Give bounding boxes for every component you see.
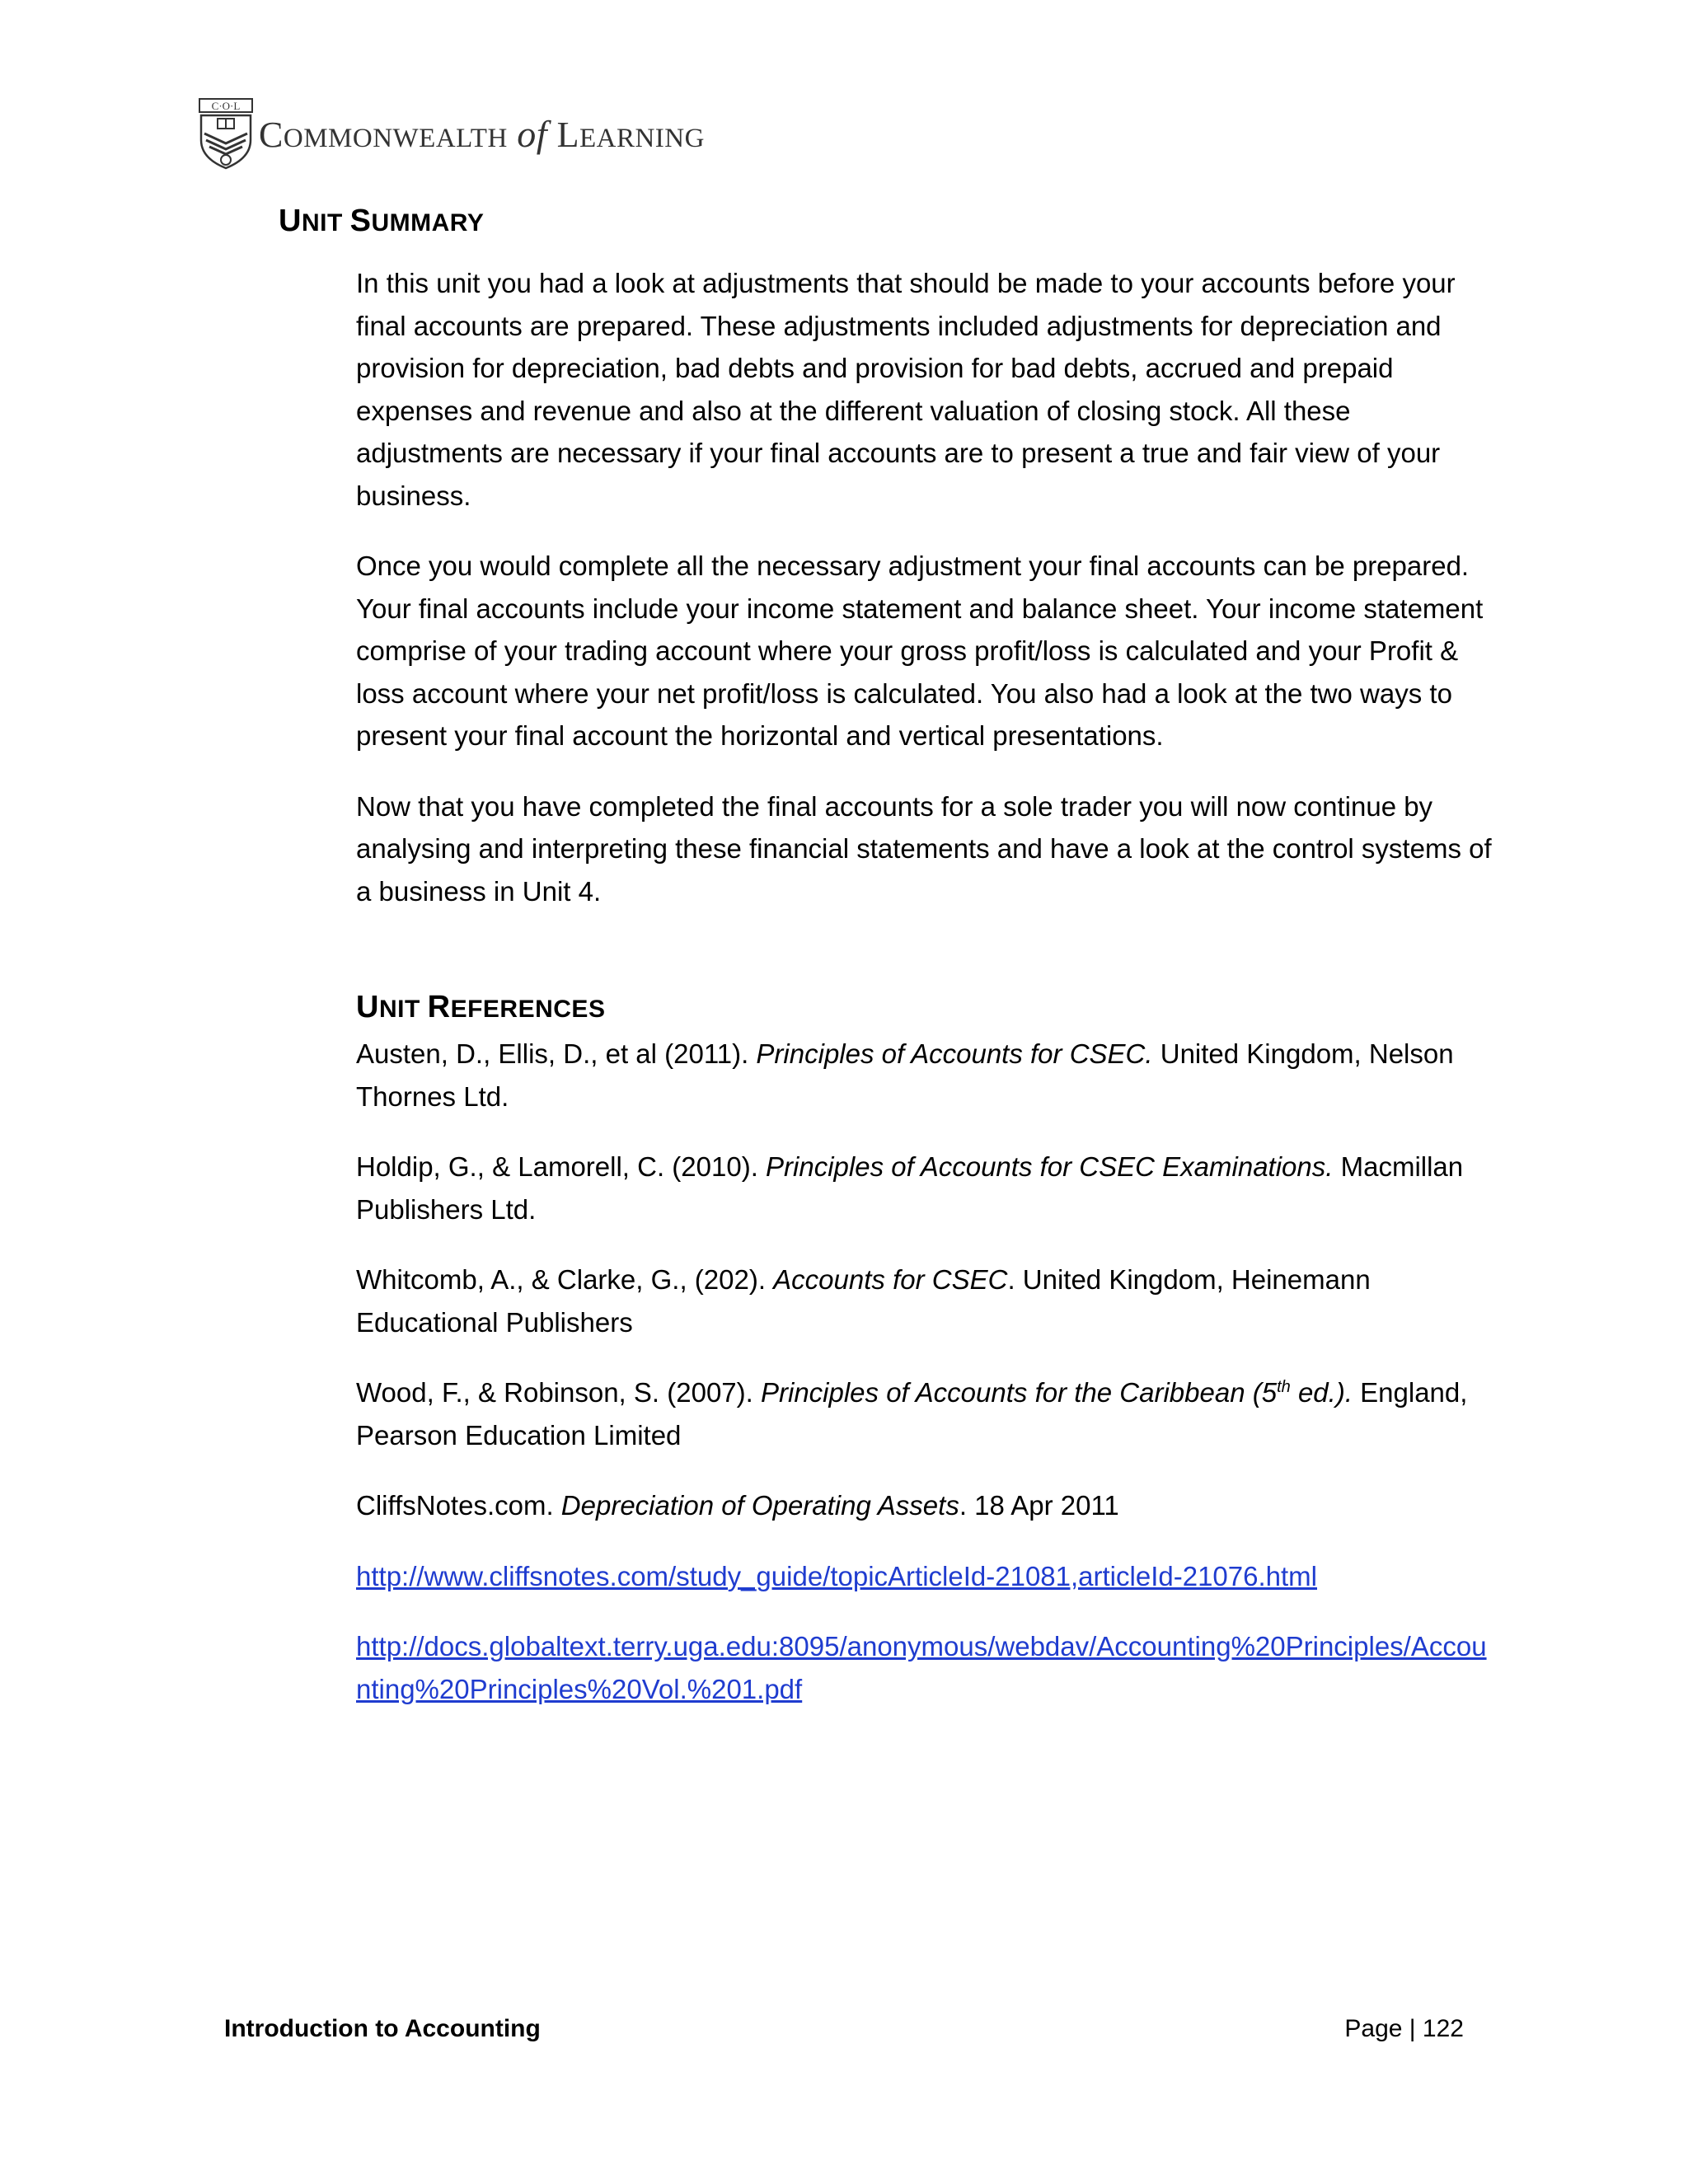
footer-title: Introduction to Accounting [224, 2015, 541, 2042]
reference-link-item [356, 1555, 1493, 1598]
reference-item: Austen, D., Ellis, D., et al (2011). Principles of Accounts for CSEC. United Kingdom, Nelson Thornes Ltd. [356, 1038, 1454, 1112]
unit-summary-body [356, 262, 1493, 940]
cliffsnotes-link[interactable]: http://www.cliffsnotes.com/study_guide/topicArticleId-21081,articleId-21076.html [356, 1560, 1317, 1591]
reference-item: Holdip, G., & Lamorell, C. (2010). Principles of Accounts for CSEC Examinations. Macmillan Publishers Ltd. [356, 1151, 1464, 1225]
reference-item: Whitcomb, A., & Clarke, G., (202). Accounts for CSEC. United Kingdom, Heinemann Educational Publishers [356, 1264, 1371, 1338]
logo-badge-text: C·O·L [211, 100, 241, 112]
summary-paragraph: Once you would complete all the necessary adjustment your final accounts can be prepared. Your final accounts include your income statement and balance sheet. Your income statement comprise of your trading account where your gross profit/loss is calculated and your Profit & loss account where your net profit/loss is calculated. You also had a look at the two ways to present your final account the horizontal and vertical presentations. [356, 551, 1484, 751]
summary-paragraph: In this unit you had a look at adjustments that should be made to your accounts before your final accounts are prepared. These adjustments included adjustments for depreciation and provision for depreciation, bad debts and provision for bad debts, accrued and prepaid expenses and revenue and also at the different valuation of closing stock. All these adjustments are necessary if your final accounts are to present a true and fair view of your business. [356, 268, 1456, 511]
page-number: Page | 122 [1344, 2015, 1464, 2042]
reference-item: Wood, F., & Robinson, S. (2007). Principles of Accounts for the Caribbean (5th ed.). England, Pearson Education Limited [356, 1377, 1468, 1451]
unit-summary-heading: UNIT SUMMARY [279, 204, 485, 238]
reference-link-item [356, 1625, 1493, 1710]
unit-references-body [356, 1033, 1493, 1738]
reference-item: CliffsNotes.com. Depreciation of Operating Assets. 18 Apr 2011 [356, 1490, 1119, 1521]
commonwealth-of-learning-logo [198, 97, 705, 170]
summary-paragraph: Now that you have completed the final accounts for a sole trader you will now continue by analysing and interpreting these financial statements and have a look at the control systems of a business in Unit 4. [356, 790, 1492, 907]
col-crest-icon [198, 97, 254, 170]
globaltext-link[interactable]: http://docs.globaltext.terry.uga.edu:8095/anonymous/webdav/Accounting%20Principles/Accounting%20Principles%20Vol.%201.pdf [356, 1631, 1487, 1704]
logo-wordmark: COMMONWEALTH of LEARNING [259, 112, 705, 155]
unit-references-heading: UNIT REFERENCES [356, 990, 606, 1024]
